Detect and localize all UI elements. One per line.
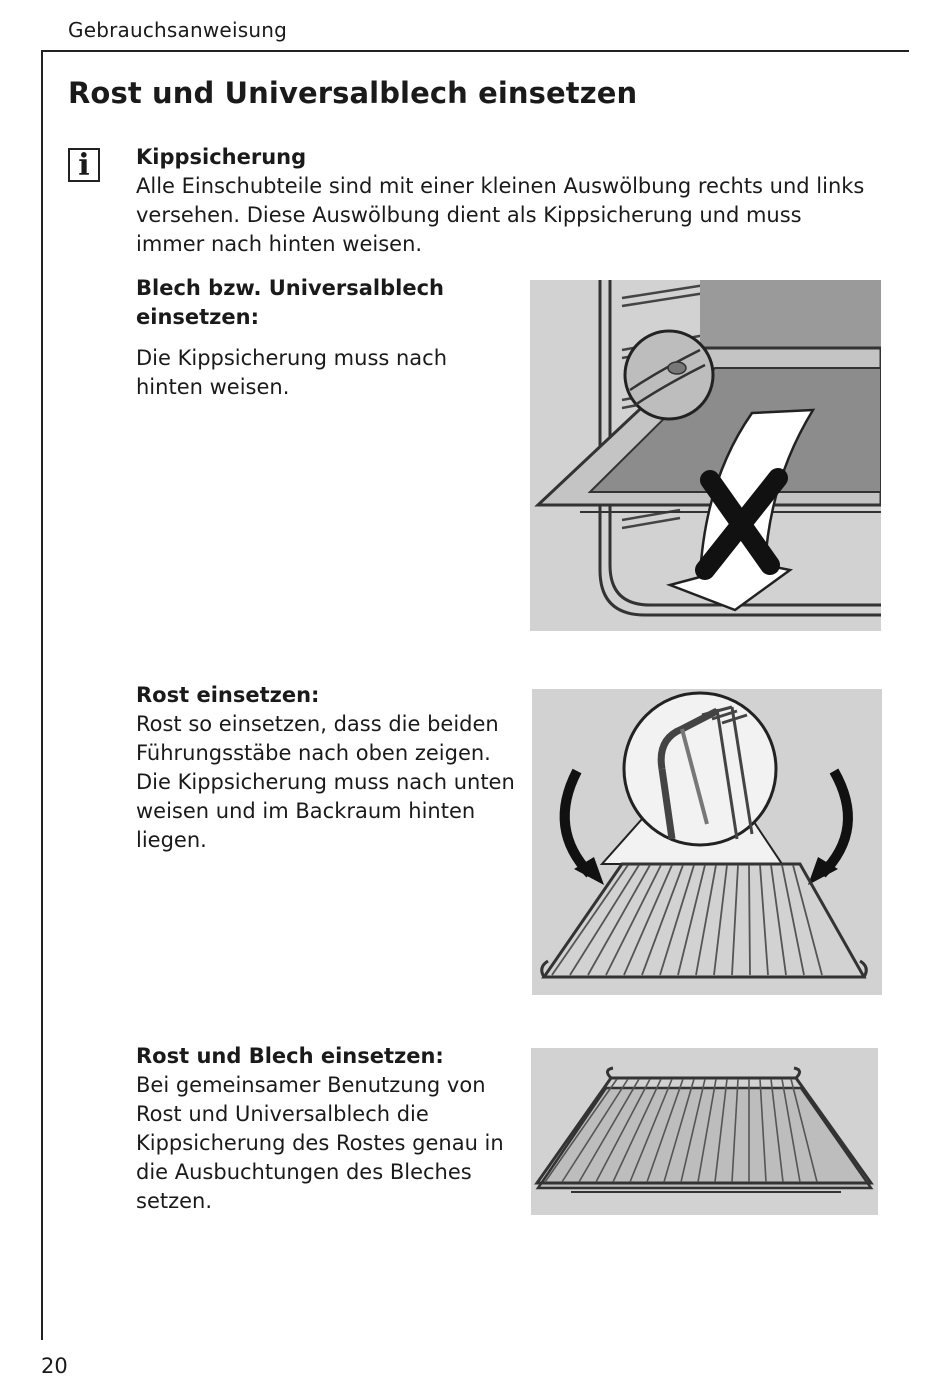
info-note-text: Alle Einschubteile sind mit einer kleinen Auswölbung rechts und links versehen. Diese Auswölbung dient als Kippsicherung und muss immer nach hinten weisen.: [136, 174, 865, 256]
figure-rack-on-tray: [531, 1048, 878, 1215]
figure-rack-insertion: [532, 689, 882, 995]
magnifier-detail-icon: [624, 693, 776, 845]
section-rack-and-tray-text: Bei gemeinsamer Benutzung von Rost und Universalblech die Kippsicherung des Rostes genau in die Ausbuchtungen des Bleches setzen.: [136, 1073, 504, 1213]
section-rack: [136, 681, 516, 855]
running-head: Gebrauchsanweisung: [68, 18, 287, 42]
page-title: Rost und Universalblech einsetzen: [68, 76, 638, 110]
section-tray: [136, 274, 516, 402]
section-rack-text: Rost so einsetzen, dass die beiden Führungsstäbe nach oben zeigen. Die Kippsicherung muss nach unten weisen und im Backraum hinten liegen.: [136, 712, 515, 852]
section-tray-heading-line1: Blech bzw. Universalblech: [136, 276, 444, 300]
section-rack-heading: Rost einsetzen:: [136, 683, 320, 707]
margin-rule: [41, 50, 43, 1340]
section-rack-and-tray: [136, 1042, 516, 1216]
info-icon: [68, 148, 100, 182]
info-note-heading: Kippsicherung: [136, 145, 307, 169]
section-rack-and-tray-heading: Rost und Blech einsetzen:: [136, 1044, 444, 1068]
info-note: [136, 143, 876, 259]
info-icon-glyph: i: [78, 148, 90, 183]
header-rule: [41, 50, 909, 52]
section-tray-text: Die Kippsicherung muss nach hinten weisen.: [136, 346, 448, 399]
section-tray-heading-line2: einsetzen:: [136, 305, 259, 329]
figure-tray-insertion: [530, 280, 881, 631]
page-number: 20: [41, 1354, 68, 1378]
